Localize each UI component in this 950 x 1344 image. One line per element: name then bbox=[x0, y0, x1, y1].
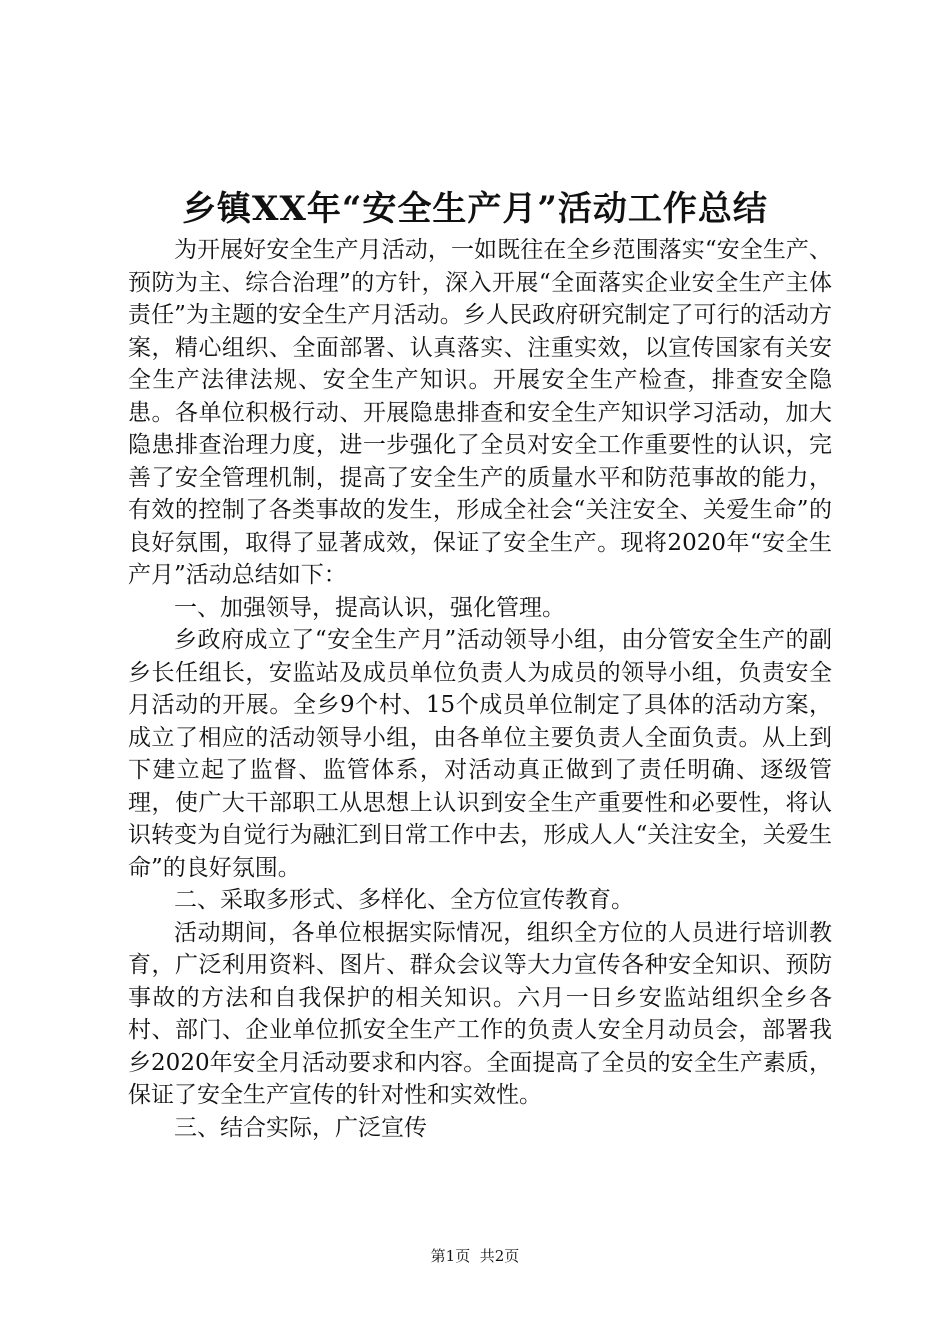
document-title: 乡镇XX年“安全生产月”活动工作总结 bbox=[182, 189, 768, 229]
paragraph-intro: 为开展好安全生产月活动，一如既往在全乡范围落实“安全生产、预防为主、综合治理”的方针，深入开展“全面落实企业安全生产主体责任”为主题的安全生产月活动。乡人民政府研究制定了可行的活动方案，精心组织、全面部署、认真落实、注重实效，以宣传国家有关安全生产法律法规、安全生产知识。开展安全生产检查，排查安全隐患。各单位积极行动、开展隐患排查和安全生产知识学习活动，加大隐患排查治理力度，进一步强化了全员对安全工作重要性的认识，完善了安全管理机制，提高了安全生产的质量水平和防范事故的能力，有效的控制了各类事故的发生，形成全社会“关注安全、关爱生命”的良好氛围，取得了显著成效，保证了安全生产。现将2020年“安全生产月”活动总结如下： bbox=[128, 237, 832, 588]
page-number: 第1页 bbox=[430, 1247, 471, 1265]
document-body bbox=[128, 234, 832, 1144]
heading-section-2: 二、采取多形式、多样化、全方位宣传教育。 bbox=[174, 887, 634, 913]
heading-section-1: 一、加强领导，提高认识，强化管理。 bbox=[174, 594, 565, 621]
page-total: 共2页 bbox=[479, 1247, 520, 1265]
heading-section-3: 三、结合实际，广泛宣传 bbox=[174, 1114, 427, 1141]
page-footer bbox=[0, 1246, 950, 1266]
paragraph-section-2: 活动期间，各单位根据实际情况，组织全方位的人员进行培训教育，广泛利用资料、图片、群众会议等大力宣传各种安全知识、预防事故的方法和自我保护的相关知识。六月一日乡安监站组织全乡各村、部门、企业单位抓安全生产工作的负责人安全月动员会，部署我乡2020年安全月活动要求和内容。全面提高了全员的安全生产素质，保证了安全生产宣传的针对性和实效性。 bbox=[128, 919, 832, 1108]
paragraph-section-1: 乡政府成立了“安全生产月”活动领导小组，由分管安全生产的副乡长任组长，安监站及成员单位负责人为成员的领导小组，负责安全月活动的开展。全乡9个村、15个成员单位制定了具体的活动方案，成立了相应的活动领导小组，由各单位主要负责人全面负责。从上到下建立起了监督、监管体系，对活动真正做到了责任明确、逐级管理，使广大干部职工从思想上认识到安全生产重要性和必要性，将认识转变为自觉行为融汇到日常工作中去，形成人人“关注安全，关爱生命”的良好氛围。 bbox=[128, 627, 832, 881]
